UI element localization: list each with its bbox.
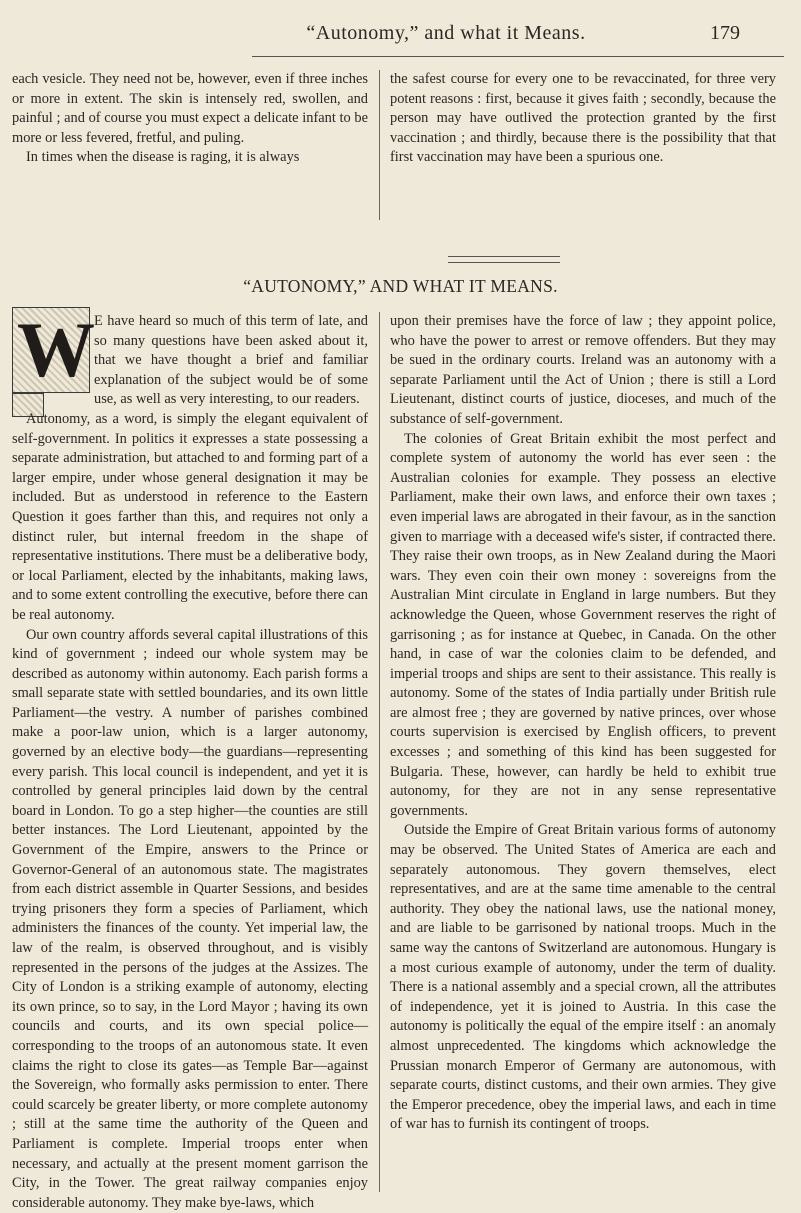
header-rule: [252, 56, 784, 57]
paragraph: each vesicle. They need not be, however, even if three inches or more in extent. The skin is intensely red, swollen, and painful ; and of course you must expect a delicate infant to be more or less fevered, fretful, and puling.: [12, 70, 368, 148]
previous-article-left-column: [12, 70, 368, 168]
drop-cap-letter: W: [17, 308, 95, 392]
paragraph: Outside the Empire of Great Britain various forms of autonomy may be observed. The United States of America are each and separately autonomous. They govern themselves, elect representatives, and are at the same time amenable to the central authority. They obey the national laws, use the national money, and are liable to be garrisoned by national troops. Much in the same way the cantons of Switzerland are autonomous. Hungary is a most curious example of autonomy, under the term of duality. There is a national assembly and a special crown, all the attributes of independence, yet it is joined to Austria. In this case the autonomy is politically the equal of the empire itself : an anomaly almost unprecedented. The kingdoms which acknowledge the Prussian monarch Emperor of Germany are autonomous, with separate courts, distinct customs, and their own armies. They give the Emperor precedence, obey the imperial laws, and each in time of war has to furnish its contingent of troops.: [390, 821, 776, 1135]
paragraph: Our own country affords several capital illustrations of this kind of government ; indeed our whole system may be described as autonomy within autonomy. Each parish forms a small separate state with settled boundaries, and its own little Parliament—the vestry. A number of parishes combined make a poor-law union, which is a larger autonomy, governed by an elective body—the guardians—representing every parish. This local council is independent, and yet it is controlled by general principles laid down by the central board in London. To go a step higher—the counties are still better instances. The Lord Lieutenant, appointed by the Government of the Empire, answers to the Prince or Governor-General of an autonomous state. The magistrates from each district assemble in Quarter Sessions, and besides trying prisoners they form a species of Parliament, which administers the finances of the county. Yet imperial law, the law of the realm, is observed throughout, and is visibly represented in the persons of the judges at the Assizes. The City of London is a striking example of autonomy, electing its own prince, so to say, in the Lord Mayor ; having its own councils and courts, and its own special police—corresponding to the troops of an autonomous state. It even claims the right to close its gates—as Temple Bar—against the Sovereign, who formally asks permission to enter. There could scarcely be greater liberty, or more complete autonomy ; still at the same time the authority of the Queen and Parliament is complete. Imperial troops enter when necessary, and actually at the present moment garrison the City, in the Tower. The great railway companies enjoy considerable autonomy. They make bye-laws, which: [12, 626, 368, 1213]
article-title: “AUTONOMY,” AND WHAT IT MEANS.: [0, 276, 801, 297]
column-divider: [379, 312, 380, 1192]
previous-article-right-column: [390, 70, 776, 168]
paragraph: the safest course for every one to be revaccinated, for three very potent reasons : first, because it gives faith ; secondly, because the person may have outlived the protection granted by the first vaccination ; and thirdly, because there is the possibility that that first vaccination may have been a spurious one.: [390, 70, 776, 168]
section-separator: [448, 256, 560, 263]
paragraph: upon their premises have the force of law ; they appoint police, who have the power to arrest or remove offenders. But they may be sued in the ordinary courts. Ireland was an autonomy with a separate Parliament until the Act of Union ; there is still a Lord Lieutenant, distinct courts of justice, dioceses, and much of the substance of self-government.: [390, 312, 776, 430]
article-right-column: [390, 312, 776, 1135]
page-number: 179: [710, 22, 740, 45]
paragraph: In times when the disease is raging, it is always: [12, 148, 368, 168]
article-left-column: [12, 312, 368, 1213]
column-divider: [379, 70, 380, 220]
opening-paragraph: E have heard so much of this term of late, and so many questions have been asked about it, that we have thought a brief and familiar explanation of the subject would be of some use, as well as very interesting, to our readers.: [94, 312, 368, 410]
running-title: “Autonomy,” and what it Means.: [236, 22, 656, 45]
paragraph: Autonomy, as a word, is simply the elegant equivalent of self-government. In politics it expresses a state possessing a separate administration, but attached to and forming part of a larger empire, under whose general designation it may be included. But as understood in reference to the Eastern Question it goes farther than this, and requires not only a distinct ruler, but internal freedom in the shape of representative institutions. There must be a deliberative body, or local Parliament, elected by the inhabitants, making laws, and to some extent controlling the executive, before there can be real autonomy.: [12, 410, 368, 626]
paragraph: The colonies of Great Britain exhibit the most perfect and complete system of autonomy the world has ever seen : the Australian colonies for example. They possess an elective Parliament, make their own laws, and enforce their own taxes ; even imperial laws are abrogated in their favour, as in the sanction given to marriage with a deceased wife's sister, if contracted there. They raise their own troops, as in New Zealand during the Maori wars. They even coin their own money : sovereigns from the Australian Mint circulate in England in large numbers. But they acknowledge the Queen, whose Government reserves the right of garrisoning ; as for instance at Quebec, in Canada. On the other hand, in case of war the colonies claim to be defended, and imperial troops and ships are sent to their assistance. This really is autonomy. Some of the states of India partially under British rule are almost free ; they are governed by native princes, over whose courts supervision is exercised by English officers, to prevent excesses ; and something of this kind has been suggested for Bulgaria. These, however, can hardly be held to exhibit true autonomy, for they are not in any sense representative governments.: [390, 430, 776, 822]
running-head: [0, 22, 801, 52]
